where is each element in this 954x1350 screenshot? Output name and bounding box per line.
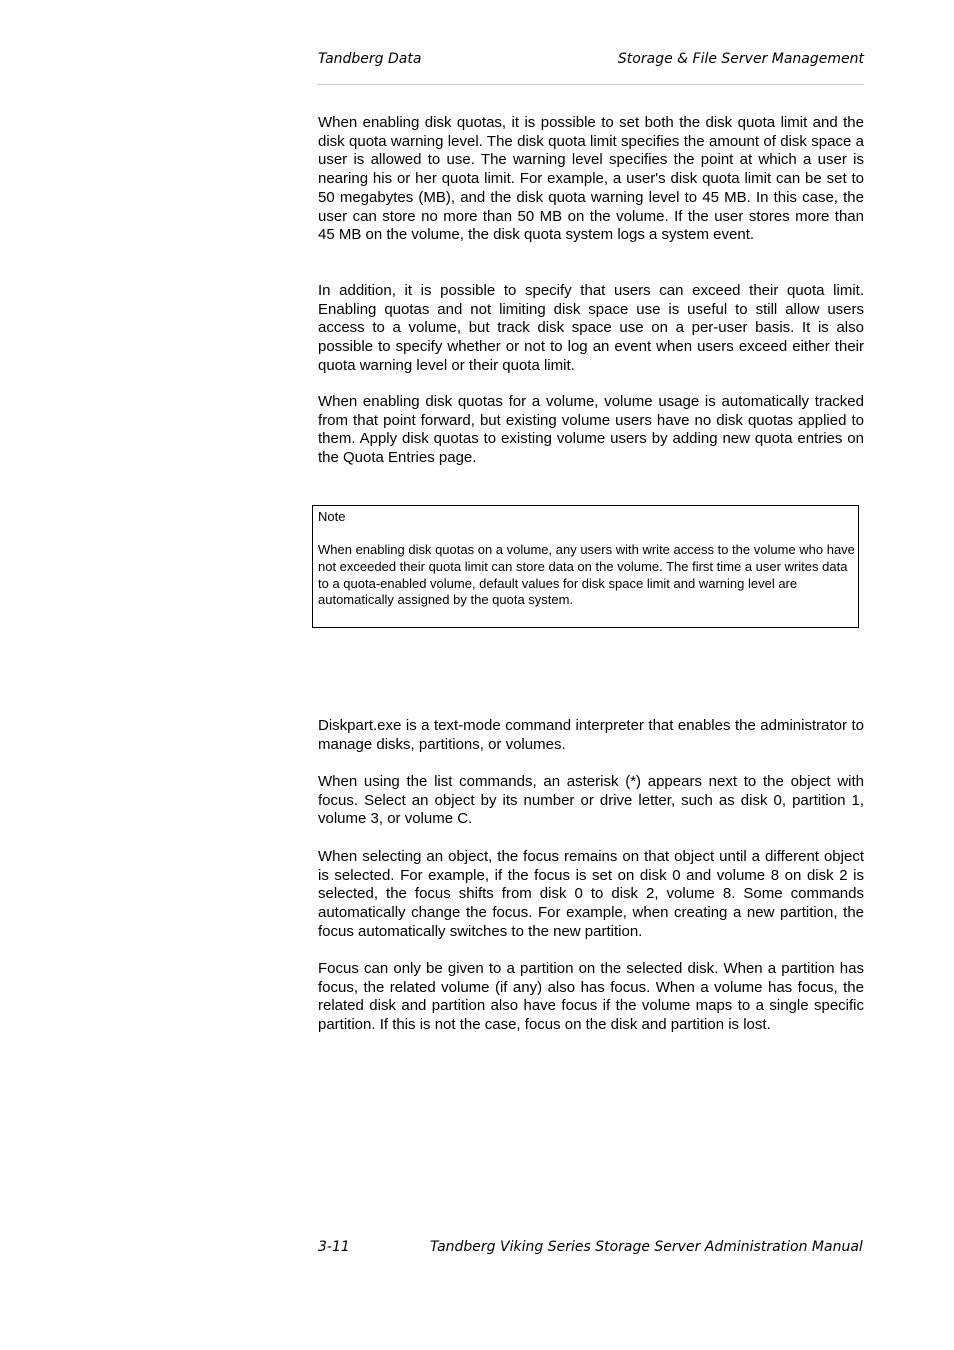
note-box bbox=[312, 505, 859, 628]
header-company: Tandberg Data bbox=[318, 51, 422, 67]
paragraph-volume-usage: When enabling disk quotas for a volume, volume usage is automatically tracked from that point forward, but existing volume users have no disk quotas applied to them. Apply disk quotas to existing volume users by adding new quota entries on the Quota Entries page. bbox=[318, 393, 864, 467]
paragraph-exceed-quota: In addition, it is possible to specify that users can exceed their quota limit. Enabling quotas and not limiting disk space use is useful to still allow users access to a volume, but track disk space use on a per-user basis. It is also possible to specify whether or not to log an event when users exceed either their quota warning level or their quota limit. bbox=[318, 282, 864, 374]
note-title: Note bbox=[318, 509, 346, 524]
paragraph-list-commands: When using the list commands, an asterisk (*) appears next to the object with focus. Select an object by its number or drive letter, such as disk 0, partition 1, volume 3, or volume C. bbox=[318, 773, 864, 828]
paragraph-object-focus: When selecting an object, the focus remains on that object until a different object is selected. For example, if the focus is set on disk 0 and volume 8 on disk 2 is selected, the focus shifts from disk 0 to disk 2, volume 8. Some commands automatically change the focus. For example, when creating a new partition, the focus automatically switches to the new partition. bbox=[318, 848, 864, 940]
manual-title: Tandberg Viking Series Storage Server Administration Manual bbox=[430, 1239, 863, 1255]
page-number: 3-11 bbox=[318, 1239, 350, 1255]
paragraph-partition-focus: Focus can only be given to a partition on the selected disk. When a partition has focus, the related volume (if any) also has focus. When a volume has focus, the related disk and partition also have focus if the volume maps to a single specific partition. If this is not the case, focus on the disk and partition is lost. bbox=[318, 960, 864, 1034]
header-section-title: Storage & File Server Management bbox=[617, 51, 864, 67]
paragraph-diskpart-intro: Diskpart.exe is a text-mode command interpreter that enables the administrator to manage disks, partitions, or volumes. bbox=[318, 717, 864, 753]
note-text: When enabling disk quotas on a volume, any users with write access to the volume who have not exceeded their quota limit can store data on the volume. The first time a user writes data to a quota-enabled volume, default values for disk space limit and warning level are automatically assigned by the quota system. bbox=[318, 542, 855, 608]
page-header bbox=[318, 50, 864, 85]
paragraph-quota-limits: When enabling disk quotas, it is possible to set both the disk quota limit and the disk quota warning level. The disk quota limit specifies the amount of disk space a user is allowed to use. The warning level specifies the point at which a user is nearing his or her quota limit. For example, a user's disk quota limit can be set to 50 megabytes (MB), and the disk quota warning level to 45 MB. In this case, the user can store no more than 50 MB on the volume. If the user stores more than 45 MB on the volume, the disk quota system logs a system event. bbox=[318, 114, 864, 244]
